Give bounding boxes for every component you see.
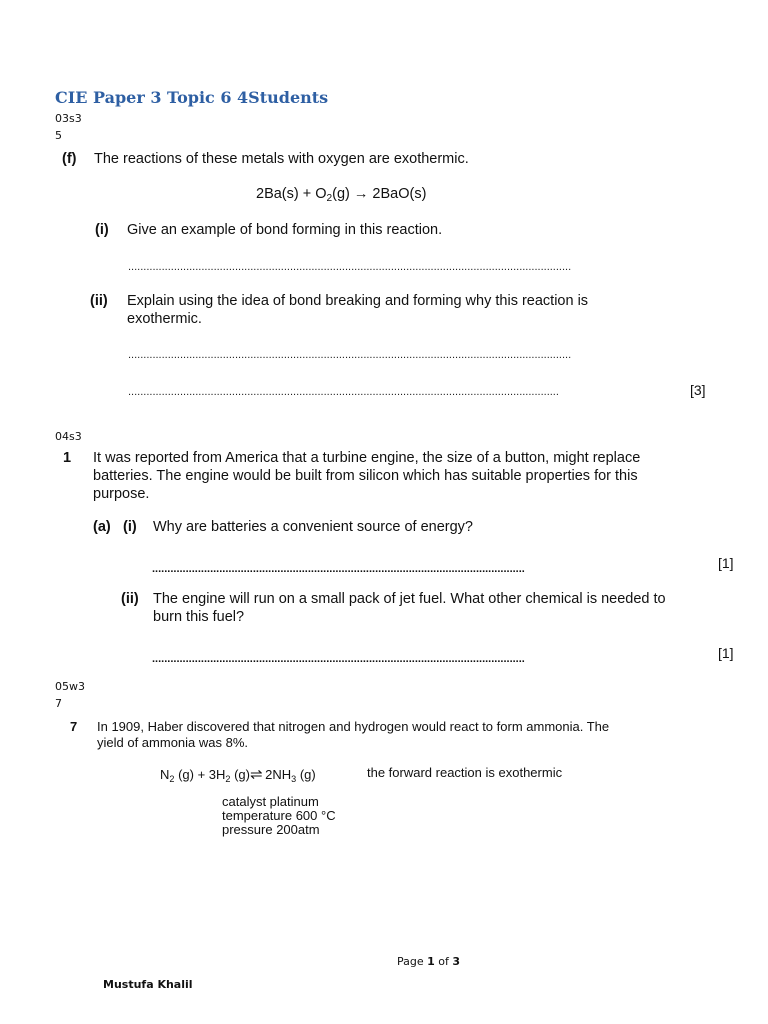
condition-temperature: temperature 600 °C (222, 808, 336, 823)
question-code-number: 7 (55, 697, 62, 710)
page-prefix: Page (397, 955, 428, 968)
equation-note: the forward reaction is exothermic (367, 765, 563, 780)
mark-allocation: [1] (718, 645, 734, 661)
question-code-number: 5 (55, 129, 62, 142)
sub-part-text: exothermic. (127, 311, 202, 327)
answer-line[interactable]: .......................................................................................................................... (152, 653, 525, 665)
page-total: 3 (452, 955, 461, 968)
question-text: In 1909, Haber discovered that nitrogen and hydrogen would react to form ammonia. The (97, 719, 610, 734)
question-text: batteries. The engine would be built from silicon which has suitable properties for this (93, 468, 638, 484)
page-number (397, 955, 460, 968)
answer-line[interactable]: ................................................................................................................................................. (128, 261, 572, 273)
question-text: The reactions of these metals with oxygen are exothermic. (94, 151, 469, 167)
document-title: CIE Paper 3 Topic 6 4Students (55, 88, 329, 107)
question-text: It was reported from America that a turbine engine, the size of a button, might replace (93, 450, 641, 466)
sub-part-text: burn this fuel? (153, 609, 245, 625)
sub-part-label: (i) (123, 519, 137, 535)
question-code: 05w3 (55, 680, 85, 693)
mark-allocation: [1] (718, 555, 734, 571)
equation-subscript: 2 (326, 193, 333, 204)
question-text: purpose. (93, 486, 150, 502)
part-label: (a) (93, 519, 111, 535)
question-text: yield of ammonia was 8%. (97, 735, 249, 750)
condition-pressure: pressure 200atm (222, 822, 320, 837)
question-code: 03s3 (55, 112, 82, 125)
reaction-conditions (222, 795, 336, 837)
part-label: (f) (62, 151, 77, 167)
sub-part-label: (ii) (90, 293, 108, 309)
haber-equation: $N_2$ $(g) + 3H_2$ (g)⇌ $2NH_3$ (g) (160, 766, 316, 784)
page-current: 1 (427, 955, 435, 968)
condition-catalyst: catalyst platinum (222, 794, 319, 809)
sub-part-text: Give an example of bond forming in this reaction. (127, 222, 443, 238)
sub-part-text: Why are batteries a convenient source of energy? (153, 519, 473, 535)
author-name: Mustufa Khalil (103, 978, 193, 991)
answer-line[interactable]: ............................................................................................................................................. (128, 386, 559, 398)
equation-left: 2Ba(s) + O (256, 186, 327, 202)
page-of: of (434, 955, 453, 968)
answer-line[interactable]: .......................................................................................................................... (152, 563, 525, 575)
question-number: 1 (63, 450, 72, 466)
question-code: 04s3 (55, 430, 82, 443)
question-number: 7 (70, 719, 78, 734)
mark-allocation: [3] (690, 382, 706, 398)
sub-part-text: The engine will run on a small pack of jet fuel. What other chemical is needed to (153, 591, 666, 607)
sub-part-text: Explain using the idea of bond breaking and forming why this reaction is (127, 293, 589, 309)
sub-part-label: (ii) (121, 591, 139, 607)
sub-part-label: (i) (95, 222, 109, 238)
chemical-equation (256, 186, 426, 202)
equation-right: (g) → 2BaO(s) (332, 186, 427, 202)
answer-line[interactable]: ................................................................................................................................................. (128, 349, 572, 361)
